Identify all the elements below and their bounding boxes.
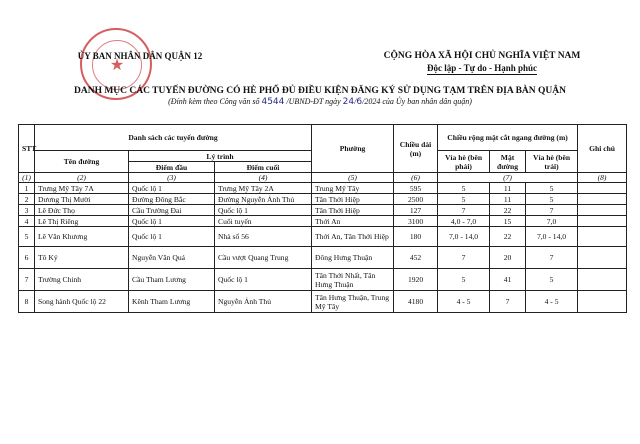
row-length: 452 — [394, 247, 438, 269]
header-road-surface: Mặt đường — [490, 151, 526, 173]
row-stt: 1 — [19, 183, 35, 194]
doc-day: 24 — [342, 97, 355, 107]
subtitle-text-1: (Đính kèm theo Công văn số — [168, 97, 260, 106]
row-road-name: Lê Thị Riêng — [35, 216, 129, 227]
row-length: 127 — [394, 205, 438, 216]
row-left-sidewalk: 4 - 5 — [526, 291, 578, 313]
row-left-sidewalk: 7 — [526, 205, 578, 216]
row-end-point: Đường Nguyễn Ảnh Thủ — [215, 194, 312, 205]
row-start-point: Cầu Trường Đai — [129, 205, 215, 216]
row-start-point: Kênh Tham Lương — [129, 291, 215, 313]
row-end-point: Cầu vượt Quang Trung — [215, 247, 312, 269]
index-cell: (3) — [129, 173, 215, 183]
row-length: 3100 — [394, 216, 438, 227]
row-stt: 4 — [19, 216, 35, 227]
row-road-surface: 41 — [490, 269, 526, 291]
table-row — [19, 227, 627, 247]
country-name: CỘNG HÒA XÃ HỘI CHỦ NGHĨA VIỆT NAM — [383, 51, 581, 61]
header-right-sidewalk: Vỉa hè (bên phải) — [438, 151, 490, 173]
document-title: DANH MỤC CÁC TUYẾN ĐƯỜNG CÓ HÈ PHỐ ĐỦ ĐIỀU KIỆN ĐĂNG KÝ SỬ DỤNG TẠM TRÊN ĐỊA BÀN QUẬN — [73, 86, 566, 96]
seal-inner-ring — [92, 40, 142, 90]
table-row — [19, 247, 627, 269]
header-road-name: Tên đường — [35, 151, 129, 173]
table-row — [19, 269, 627, 291]
row-length: 180 — [394, 227, 438, 247]
subtitle-text-3: /2024 của Ủy ban nhân dân quận) — [362, 97, 472, 106]
index-cell: (7) — [438, 173, 578, 183]
doc-number: 4544 — [261, 97, 285, 107]
row-left-sidewalk: 7,0 - 14,0 — [526, 227, 578, 247]
table-row — [19, 183, 627, 194]
row-road-surface: 11 — [490, 194, 526, 205]
row-road-name: Trường Chinh — [35, 269, 129, 291]
header-route-list: Danh sách các tuyến đường — [35, 125, 312, 151]
row-left-sidewalk: 7,0 — [526, 216, 578, 227]
index-cell: (1) — [19, 173, 35, 183]
row-road-name: Trưng Mỹ Tây 7A — [35, 183, 129, 194]
subtitle-text-2: /UBND-ĐT ngày — [286, 97, 341, 106]
row-end-point: Quốc lộ 1 — [215, 205, 312, 216]
row-road-surface: 22 — [490, 205, 526, 216]
header-notes: Ghi chú — [578, 125, 627, 173]
row-stt: 2 — [19, 194, 35, 205]
row-left-sidewalk: 5 — [526, 194, 578, 205]
row-right-sidewalk: 7,0 - 14,0 — [438, 227, 490, 247]
table-row — [19, 291, 627, 313]
row-road-surface: 22 — [490, 227, 526, 247]
header-itinerary: Lý trình — [129, 151, 312, 162]
row-note — [578, 269, 627, 291]
row-note — [578, 183, 627, 194]
index-cell: (6) — [394, 173, 438, 183]
row-road-name: Lê Đức Thọ — [35, 205, 129, 216]
row-note — [578, 247, 627, 269]
row-right-sidewalk: 5 — [438, 194, 490, 205]
index-cell: (8) — [578, 173, 627, 183]
row-right-sidewalk: 4,0 - 7,0 — [438, 216, 490, 227]
national-motto: Độc lập - Tự do - Hạnh phúc — [426, 63, 537, 73]
table-row — [19, 194, 627, 205]
row-stt: 6 — [19, 247, 35, 269]
row-start-point: Quốc lộ 1 — [129, 227, 215, 247]
row-note — [578, 216, 627, 227]
row-length: 1920 — [394, 269, 438, 291]
row-note — [578, 291, 627, 313]
row-length: 4180 — [394, 291, 438, 313]
row-stt: 5 — [19, 227, 35, 247]
doc-month: 6 — [356, 97, 363, 107]
row-left-sidewalk: 5 — [526, 269, 578, 291]
row-end-point: Nhà số 56 — [215, 227, 312, 247]
row-length: 595 — [394, 183, 438, 194]
row-start-point: Cầu Tham Lương — [129, 269, 215, 291]
header-end-point: Điểm cuối — [215, 162, 312, 173]
row-start-point: Nguyễn Văn Quá — [129, 247, 215, 269]
row-right-sidewalk: 5 — [438, 269, 490, 291]
row-road-surface: 7 — [490, 291, 526, 313]
issuing-agency: ỦY BAN NHÂN DÂN QUẬN 12 — [77, 51, 203, 61]
row-end-point: Cuối tuyến — [215, 216, 312, 227]
row-ward: Đông Hưng Thuận — [312, 247, 394, 269]
row-note — [578, 205, 627, 216]
table-row — [19, 205, 627, 216]
row-end-point: Trưng Mỹ Tây 2A — [215, 183, 312, 194]
index-cell: (5) — [312, 173, 394, 183]
date-separator: / — [354, 97, 357, 106]
row-start-point: Đường Đông Bắc — [129, 194, 215, 205]
row-ward: Trung Mỹ Tây — [312, 183, 394, 194]
row-ward: Tân Thới Hiệp — [312, 205, 394, 216]
header-left-sidewalk: Vỉa hè (bên trái) — [526, 151, 578, 173]
row-left-sidewalk: 7 — [526, 247, 578, 269]
row-note — [578, 227, 627, 247]
routes-table — [18, 124, 627, 313]
row-note — [578, 194, 627, 205]
header-width-group: Chiều rộng mặt cắt ngang đường (m) — [438, 125, 578, 151]
seal-star-icon: ★ — [109, 57, 125, 74]
header-length: Chiều dài (m) — [394, 125, 438, 173]
row-stt: 8 — [19, 291, 35, 313]
national-header — [372, 51, 592, 75]
row-road-surface: 20 — [490, 247, 526, 269]
row-end-point: Nguyễn Ảnh Thủ — [215, 291, 312, 313]
row-length: 2500 — [394, 194, 438, 205]
row-start-point: Quốc lộ 1 — [129, 216, 215, 227]
header-ward: Phường — [312, 125, 394, 173]
index-cell: (2) — [35, 173, 129, 183]
row-road-name: Tô Ký — [35, 247, 129, 269]
row-end-point: Quốc lộ 1 — [215, 269, 312, 291]
row-stt: 7 — [19, 269, 35, 291]
document-subtitle — [0, 97, 640, 107]
row-road-name: Lê Văn Khương — [35, 227, 129, 247]
row-ward: Tân Thới Hiệp — [312, 194, 394, 205]
row-ward: Thới An, Tân Thới Hiệp — [312, 227, 394, 247]
row-right-sidewalk: 7 — [438, 205, 490, 216]
row-stt: 3 — [19, 205, 35, 216]
row-start-point: Quốc lộ 1 — [129, 183, 215, 194]
index-cell: (4) — [215, 173, 312, 183]
table-row — [19, 216, 627, 227]
row-road-name: Dương Thị Mười — [35, 194, 129, 205]
row-right-sidewalk: 5 — [438, 183, 490, 194]
row-right-sidewalk: 4 - 5 — [438, 291, 490, 313]
row-road-name: Song hành Quốc lộ 22 — [35, 291, 129, 313]
row-road-surface: 15 — [490, 216, 526, 227]
row-road-surface: 11 — [490, 183, 526, 194]
row-left-sidewalk: 5 — [526, 183, 578, 194]
header-stt: STT — [19, 125, 35, 173]
row-ward: Tân Thới Nhất, Tân Hưng Thuận — [312, 269, 394, 291]
row-right-sidewalk: 7 — [438, 247, 490, 269]
row-ward: Tân Hưng Thuận, Trung Mỹ Tây — [312, 291, 394, 313]
header-start-point: Điểm đầu — [129, 162, 215, 173]
row-ward: Thới An — [312, 216, 394, 227]
